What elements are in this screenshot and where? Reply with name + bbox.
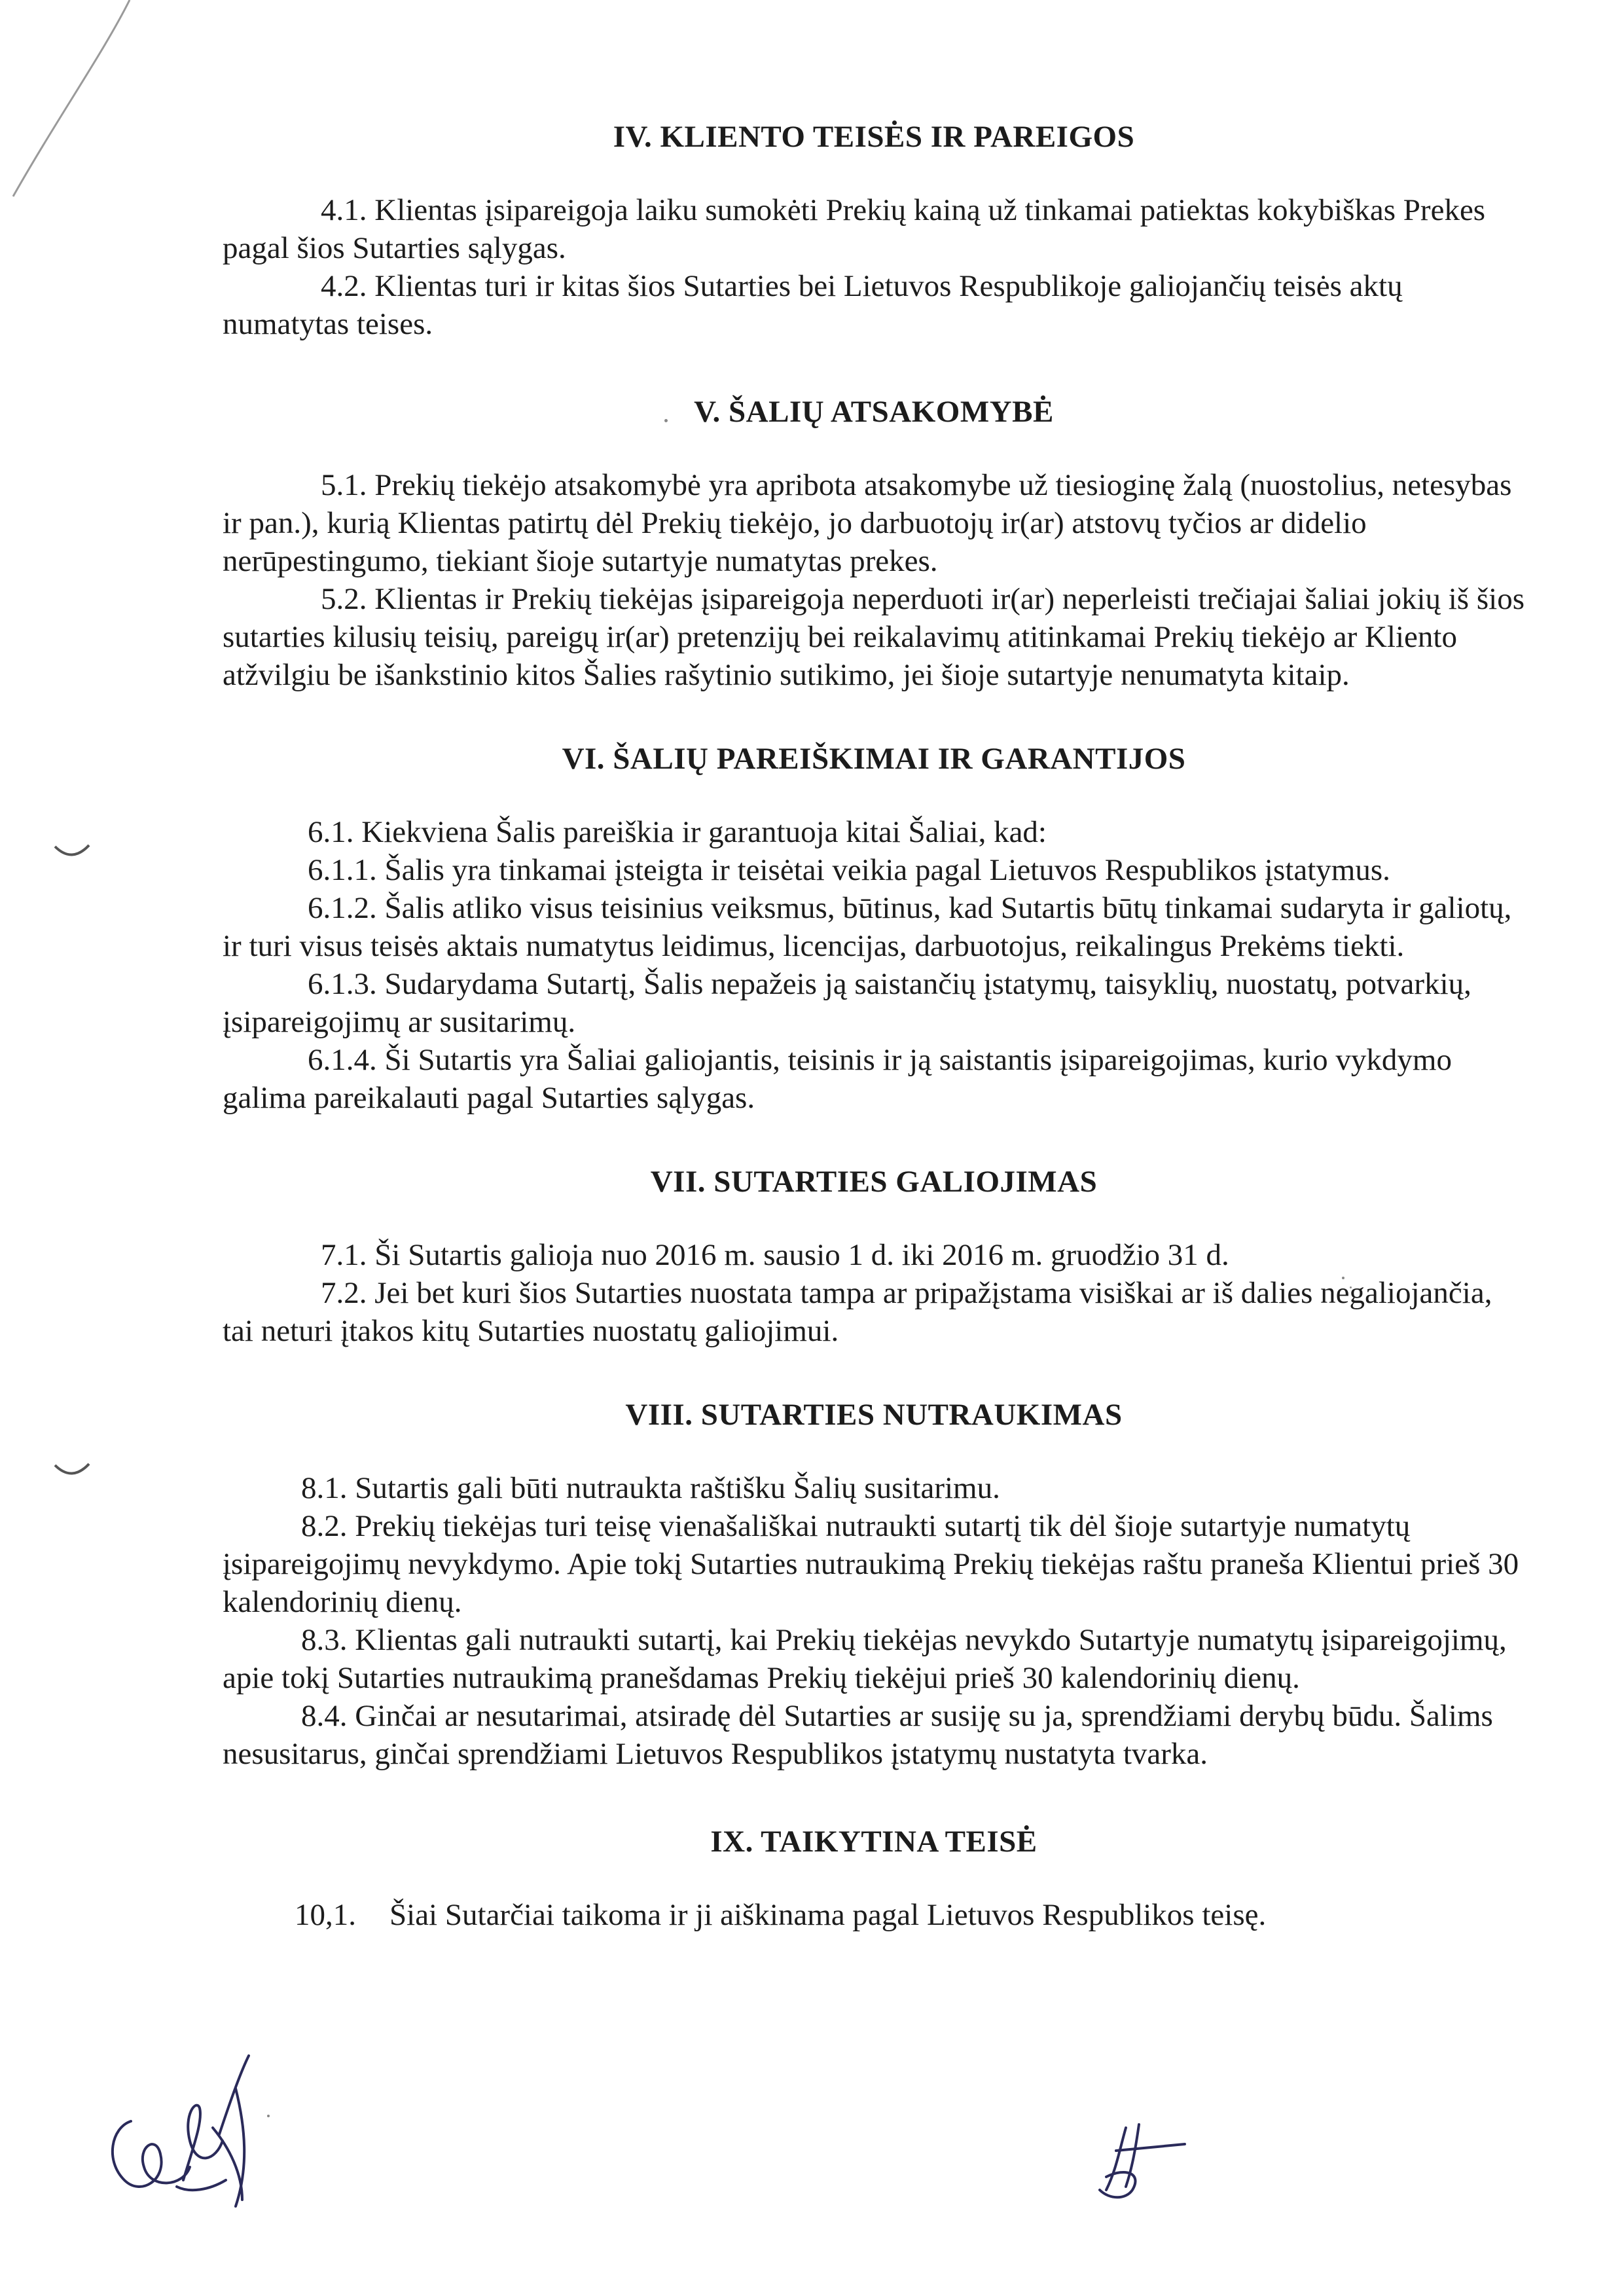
clause-10-1 bbox=[223, 1896, 1525, 1934]
clause-6-1-4: 6.1.4. Ši Sutartis yra Šaliai galiojantis, teisinis ir ją saistantis įsipareigojimas, kurio vykdymo galima pareikalauti pagal Sutarties sąlygas. bbox=[223, 1043, 1452, 1115]
clause-5-1: 5.1. Prekių tiekėjo atsakomybė yra apribota atsakomybe už tiesioginę žalą (nuostolius, netesybas ir pan.), kurią Klientas patirtų dėl Prekių tiekėjo, jo darbuotojų ir(ar) atstovų tyčios ar didelio nerūpestingumo, tiekiant šioje sutartyje numatytas prekes. bbox=[223, 468, 1512, 578]
clause-8-3: 8.3. Klientas gali nutraukti sutartį, kai Prekių tiekėjas nevykdo Sutartyje numatytų įsipareigojimų, apie tokį Sutarties nutraukimą pranešdamas Prekių tiekėjui prieš 30 kalendorinių dienų. bbox=[223, 1623, 1507, 1695]
clause-4-1: 4.1. Klientas įsipareigoja laiku sumokėti Prekių kainą už tinkamai patiektas kokybiškas Prekes pagal šios Sutarties sąlygas. bbox=[223, 193, 1486, 265]
clause-8-1: 8.1. Sutartis gali būti nutraukta raštišku Šalių susitarimu. bbox=[301, 1471, 1000, 1505]
section-title: VIII. SUTARTIES NUTRAUKIMAS bbox=[625, 1398, 1123, 1432]
punch-hole-mark bbox=[52, 841, 92, 861]
clause-text: Šiai Sutarčiai taikoma ir ji aiškinama pagal Lietuvos Respublikos teisę. bbox=[389, 1898, 1267, 1932]
signature-right bbox=[1080, 2111, 1211, 2210]
section-title: IV. KLIENTO TEISĖS IR PAREIGOS bbox=[613, 120, 1135, 154]
clause-5-2: 5.2. Klientas ir Prekių tiekėjas įsipareigoja neperduoti ir(ar) neperleisti trečiajai šaliai jokių iš šios sutarties kilusių teisių, pareigų ir(ar) pretenzijų bei reikalavimų atitinkamai Prekių tiekėjo ar Kliento atžvilgiu be išankstinio kitos Šalies rašytinio sutikimo, jei šioje sutartyje nenumatyta kitaip. bbox=[223, 582, 1525, 692]
clause-8-2: 8.2. Prekių tiekėjas turi teisę vienašališkai nutraukti sutartį tik dėl šioje sutartyje numatytų įsipareigojimų nevykdymo. Apie tokį Sutarties nutraukimą Prekių tiekėjas raštu praneša Klientui prieš 30 kalendorinių dienų. bbox=[223, 1509, 1519, 1619]
section-title: IX. TAIKYTINA TEISĖ bbox=[710, 1825, 1038, 1859]
section-title: V. ŠALIŲ ATSAKOMYBĖ bbox=[694, 395, 1054, 429]
clause-6-1-3: 6.1.3. Sudarydama Sutartį, Šalis nepažeis ją saistančių įstatymų, taisyklių, nuostatų, potvarkių, įsipareigojimų ar susitarimų. bbox=[223, 967, 1471, 1039]
section-title: VI. ŠALIŲ PAREIŠKIMAI IR GARANTIJOS bbox=[562, 742, 1186, 776]
clause-7-2: 7.2. Jei bet kuri šios Sutarties nuostata tampa ar pripažįstama visiškai ar iš dalies negaliojančia, tai neturi įtakos kitų Sutarties nuostatų galiojimui. bbox=[223, 1276, 1492, 1348]
scan-edge-line bbox=[5, 0, 136, 210]
document-body bbox=[223, 118, 1525, 1934]
clause-7-1: 7.1. Ši Sutartis galioja nuo 2016 m. sausio 1 d. iki 2016 m. gruodžio 31 d. bbox=[321, 1238, 1229, 1272]
clause-number: 10,1. bbox=[295, 1898, 356, 1932]
clause-6-1-1: 6.1.1. Šalis yra tinkamai įsteigta ir teisėtai veikia pagal Lietuvos Respublikos įstatymus. bbox=[308, 853, 1390, 887]
clause-4-2: 4.2. Klientas turi ir kitas šios Sutarties bei Lietuvos Respublikoje galiojančių teisės aktų numatytas teises. bbox=[223, 269, 1403, 341]
section-title: VII. SUTARTIES GALIOJIMAS bbox=[650, 1165, 1098, 1199]
clause-6-1-2: 6.1.2. Šalis atliko visus teisinius veiksmus, būtinus, kad Sutartis būtų tinkamai sudaryta ir galiotų, ir turi visus teisės aktais numatytus leidimus, licencijas, darbuotojus, reikalingus Prekėms tiekti. bbox=[223, 891, 1512, 963]
punch-hole-mark bbox=[52, 1460, 92, 1480]
signature-left bbox=[85, 2049, 281, 2219]
clause-6-1: 6.1. Kiekviena Šalis pareiškia ir garantuoja kitai Šaliai, kad: bbox=[308, 815, 1047, 849]
clause-8-4: 8.4. Ginčai ar nesutarimai, atsiradę dėl Sutarties ar susiję su ja, sprendžiami derybų būdu. Šalims nesusitarus, ginčai sprendžiami Lietuvos Respublikos įstatymų nustatyta tvarka. bbox=[223, 1699, 1493, 1771]
